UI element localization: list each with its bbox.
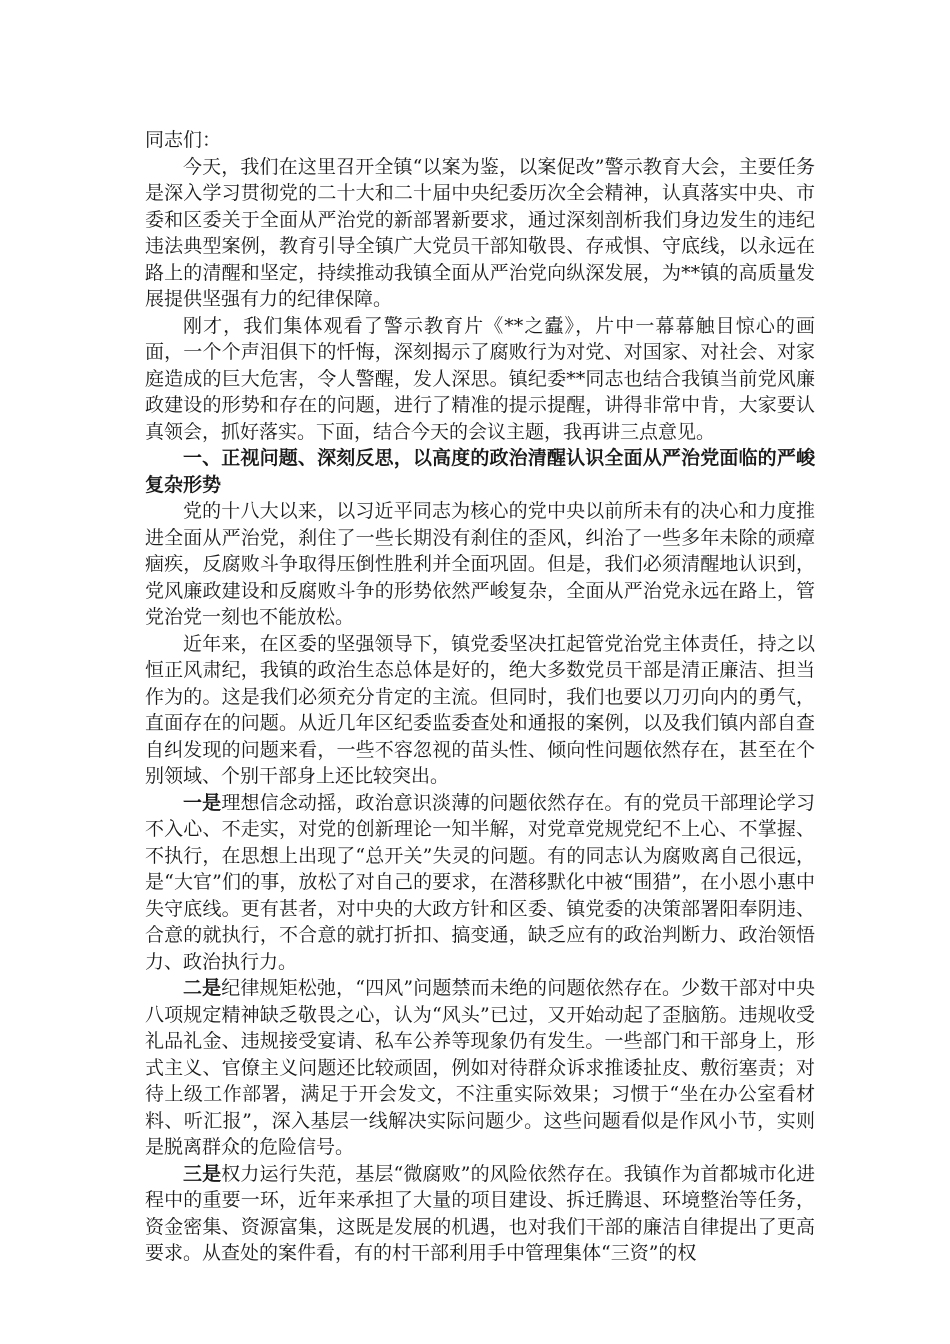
paragraph-text: 理想信念动摇，政治意识淡薄的问题依然存在。有的党员干部理论学习不入心、不走实，对党的创新理论一知半解，对党章党规党纪不上心、不掌握、不执行，在思想上出现了“总开关”失灵的问题。有的同志认为腐败离自己很远，是“大官”们的事，放松了对自己的要求，在潜移默化中被“围猎”，在小恩小惠中失守底线。更有甚者，对中央的大政方针和区委、镇党委的决策部署阳奉阴违、合意的就执行，不合意的就打折扣、搞变通，缺乏应有的政治判断力、政治领悟力、政治执行力。 [145,791,815,973]
salutation: 同志们： [145,129,222,151]
heading-text: 一、正视问题、深刻反思，以高度的政治清醒认识全面从严治党面临的严峻复杂形势 [145,447,815,496]
paragraph-point-two [145,975,815,1161]
paragraph-text: 纪律规矩松弛，“四风”问题禁而未绝的问题依然存在。少数干部对中央八项规定精神缺乏敬畏之心，认为“风头”已过，又开始动起了歪脑筋。违规收受礼品礼金、违规接受宴请、私车公养等现象仍有发生。一些部门和干部身上，形式主义、官僚主义问题还比较顽固，例如对待群众诉求推诿扯皮、敷衍塞责；对待上级工作部署，满足于开会发文，不注重实际效果；习惯于“坐在办公室看材料、听汇报”，深入基层一线解决实际问题少。这些问题看似是作风小节，实则是脱离群众的危险信号。 [145,977,815,1158]
paragraph-point-three [145,1161,815,1267]
paragraph-lead: 二是 [183,977,222,999]
paragraph-opening [145,154,815,313]
paragraph-lead: 三是 [183,1162,222,1185]
paragraph-text: 刚才，我们集体观看了警示教育片《**之蠹》，片中一幕幕触目惊心的画面，一个个声泪俱下的忏悔，深刻揭示了腐败行为对党、对国家、对社会、对家庭造成的巨大危害，令人警醒，发人深思。镇纪委**同志也结合我镇当前党风廉政建设的形势和存在的问题，进行了精准的提示提醒，讲得非常中肯，大家要认真领会，抓好落实。下面，结合今天的会议主题，我再讲三点意见。 [145,314,815,443]
paragraph-text: 党的十八大以来，以习近平同志为核心的党中央以前所未有的决心和力度推进全面从严治党，刹住了一些长期没有刹住的歪风，纠治了一些多年未除的顽瘴痼疾，反腐败斗争取得压倒性胜利并全面巩固。但是，我们必须清醒地认识到，党风廉政建设和反腐败斗争的形势依然严峻复杂，全面从严治党永远在路上，管党治党一刻也不能放松。 [145,500,815,628]
paragraph-text: 今天，我们在这里召开全镇“以案为鉴，以案促改”警示教育大会，主要任务是深入学习贯彻党的二十大和二十届中央纪委历次全会精神，认真落实中央、市委和区委关于全面从严治党的新部署新要求，通过深刻剖析我们身边发生的违纪违法典型案例，教育引导全镇广大党员干部知敬畏、存戒惧、守底线，以永远在路上的清醒和坚定，持续推动我镇全面从严治党向纵深发展，为**镇的高质量发展提供坚强有力的纪律保障。 [145,155,815,310]
section-heading-1 [145,445,815,498]
document-body [145,127,815,1267]
paragraph-video-review [145,313,815,446]
paragraph-recent-years [145,631,815,790]
paragraph-lead: 一是 [183,791,222,814]
paragraph-point-one [145,790,815,976]
paragraph-situation [145,498,815,631]
paragraph-text: 近年来，在区委的坚强领导下，镇党委坚决扛起管党治党主体责任，持之以恒正风肃纪，我镇的政治生态总体是好的，绝大多数党员干部是清正廉洁、担当作为的。这是我们必须充分肯定的主流。但同时，我们也要以刀刃向内的勇气，直面存在的问题。从近几年区纪委监委查处和通报的案例，以及我们镇内部自查自纠发现的问题来看，一些不容忽视的苗头性、倾向性问题依然存在，甚至在个别领域、个别干部身上还比较突出。 [145,632,815,787]
paragraph-text: 权力运行失范，基层“微腐败”的风险依然存在。我镇作为首都城市化进程中的重要一环，近年来承担了大量的项目建设、拆迁腾退、环境整治等任务，资金密集、资源富集，这既是发展的机遇，也对我们干部的廉洁自律提出了更高要求。从查处的案件看，有的村干部利用手中管理集体“三资”的权 [145,1162,815,1264]
